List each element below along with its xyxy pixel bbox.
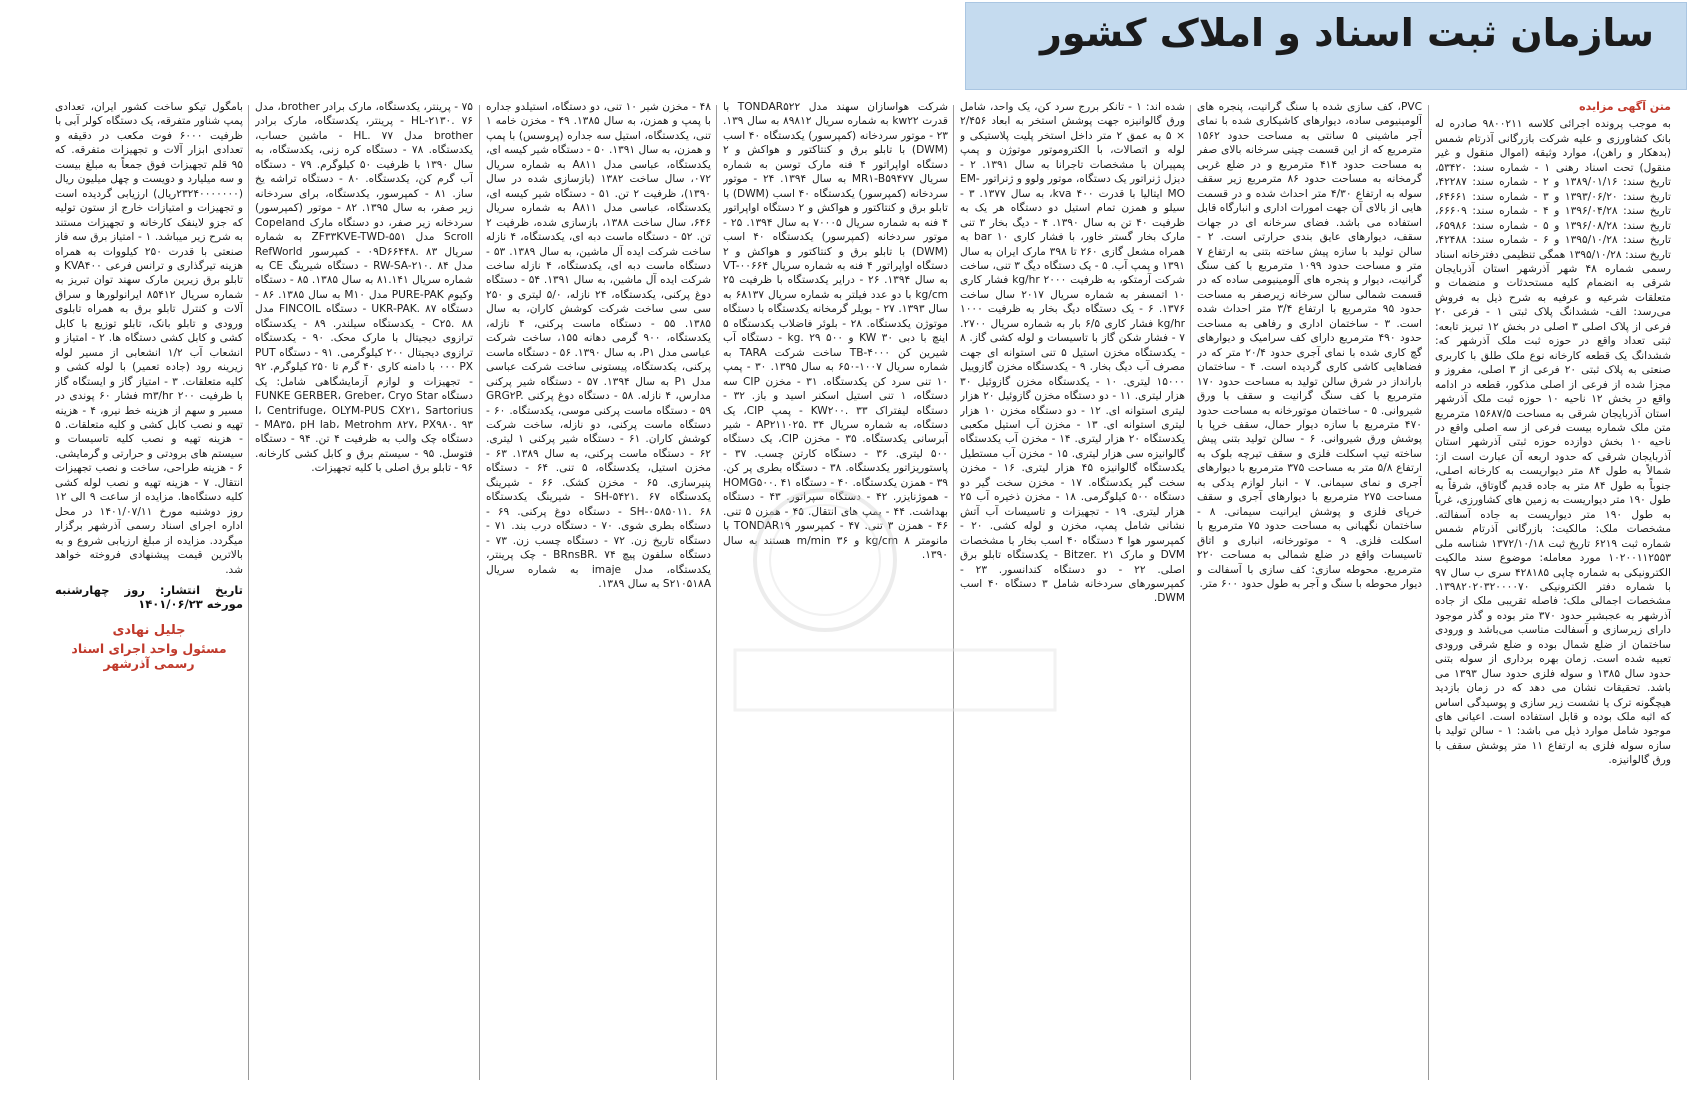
notice-paragraph: ۴۸ - مخزن شیر ۱۰ تنی، دو دستگاه، استیلدو جداره با پمپ و همزن، به سال ۱۳۸۵. ۴۹ - مخزن خامه ۱ تنی، یکدستگاه، استیل سه جداره (پروسس) با پمپ و همزن، به سال ۱۳۹۱. ۵۰ - دستگاه شیر کیسه ای، یکدستگاه، عباسی مدل A۸۱۱ به شماره سریال ۰۷۲، سال ساخت ۱۳۸۲ (بازسازی شده در سال ۱۳۹۰)، ظرفیت ۲ تن. ۵۱ - دستگاه شیر کیسه ای، یکدستگاه، عباسی مدل A۸۱۱ به شماره سریال ۶۴۶، سال ساخت ۱۳۸۸، بازسازی شده، ظرفیت ۲ تن. ۵۲ - دستگاه ماست دبه ای، یکدستگاه، ۴ نازله ساخت شرکت ایده آل ماشین، به سال ۱۳۸۹. ۵۳ - دستگاه ماست دبه ای، یکدستگاه، ۴ نازله ساخت شرکت ایده آل ماشین، به سال ۱۳۹۱. ۵۴ - دستگاه دوغ پرکنی، یکدستگاه، ۲۴ نازله، ۵/۰ لیتری و ۲۵۰ سی سی ساخت شرکت کوشش کاران، به سال ۱۳۸۵. ۵۵ - دستگاه ماست پرکنی، ۴ نازله، یکدستگاه، ۹۰۰ گرمی دهانه ۱۵۵، ساخت شرکت عباسی مدل P۱، به سال ۱۳۹۰. ۵۶ - دستگاه ماست پرکنی، یکدستگاه، پیستونی ساخت شرکت عباسی مدل P۱ به سال ۱۳۹۴. ۵۷ - دستگاه شیر پرکنی مدارس، ۴ نازله. ۵۸ - دستگاه دوغ پرکنی GRG۲P. ۵۹ - دستگاه ماست پرکنی موسی، یکدستگاه. ۶۰ - دستگاه ماست پرکنی، دو نازله، ساخت شرکت کوشش کاران. ۶۱ - دستگاه شیر پرکنی ۱ لیتری. ۶۲ - دستگاه ماست پرکنی، به سال ۱۳۸۹. ۶۳ - مخزن استیل، یکدستگاه، ۵ تنی. ۶۴ - دستگاه پنیرسازی. ۶۵ - مخزن کشک. ۶۶ - شیرینگ یکدستگاه SH-۵۴۲۱. ۶۷ - شیرینگ یکدستگاه SH-۰۵۸۵۰۱۱. ۶۸ - دستگاه دوغ پرکنی. ۶۹ - دستگاه بطری شوی. ۷۰ - دستگاه درب بند. ۷۱ - دستگاه تاریخ زن. ۷۲ - دستگاه چسب زن. ۷۳ - دستگاه سلفون پیچ BRnsBR. ۷۴ - چک پرینتر، یکدستگاه، مدل imaje به شماره سریال S۲۱۰۵۱۸A به سال ۱۳۸۹. bbox=[486, 101, 711, 590]
signature-name: جلیل نهادی bbox=[112, 622, 186, 638]
page-title: سازمان ثبت اسناد و املاک کشور bbox=[1040, 11, 1654, 55]
column-divider bbox=[1428, 105, 1429, 1080]
notice-body bbox=[55, 100, 1673, 1085]
column-divider bbox=[1190, 105, 1191, 1080]
publish-date: تاریخ انتشار: روز چهارشنبه مورخه ۱۴۰۱/۰۶/۲۳ bbox=[55, 582, 243, 612]
column-divider bbox=[479, 105, 480, 1080]
notice-paragraph: شرکت هواسازان سهند مدل TONDAR۵۲۲ با قدرت kw۲۲ به شماره سریال ۸۹۸۱۲ به سال ۱۳۹. ۲۳ - موتور سردخانه (کمپرسور) یکدستگاه ۴۰ اسب (DWM) با تابلو برق و کنتاکتور و هواکش و ۲ دستگاه اواپراتور ۴ فنه مارک توسن به شماره سریال MR۱-B۵۹۴۷۷ به سال ۱۳۹۴. ۲۴ - موتور سردخانه (کمپرسور) یکدستگاه ۴۰ اسب (DWM) با تابلو برق و کنتاکتور و هواکش و ۲ دستگاه اواپراتور ۴ فنه به شماره سریال ۷۰۰۰۵ به سال ۱۳۹۴. ۲۵ - موتور سردخانه (کمپرسور) یکدستگاه ۴۰ اسب (DWM) با تابلو برق و کنتاکتور و هواکش و ۲ دستگاه اواپراتور ۴ فنه به شماره سریال VT-۰۰۶۶۴ به سال ۱۳۹۴. ۲۶ - درایر یکدستگاه با ظرفیت ۲۵ kg/cm با دو عدد فیلتر به شماره سریال ۶۸۱۳۷ به سال ۱۳۹۳. ۲۷ - بویلر گرمخانه یکدستگاه با دستگاه موتوژن یکدستگاه. ۲۸ - بلوئر فاضلاب یکدستگاه ۵ اینچ با دبی ۳۰ KW و ۵۰۰ kg. ۲۹ - دستگاه آب شیرین کن TB-۴۰۰۰ ساخت شرکت TARA به شماره سریال ۱۰۰۷-۶۵۰ به سال ۱۳۹۵. ۳۰ - پمپ ۱۰ تنی سرد کن یکدستگاه. ۳۱ - مخزن CIP سه دستگاه، ۱ تنی استیل اسکنر اسید و باز. ۳۲ - دستگاه لیفتراک KW۲۰۰. ۳۳ - پمپ CIP، یک دستگاه، به شماره سریال AP۲۱۱۰۲۵. ۳۴ - شیر آبرسانی یکدستگاه. ۳۵ - مخزن CIP، یک دستگاه ۵۰۰ لیتری. ۳۶ - دستگاه کارتن چسب. ۳۷ - پاستوریزاتور یکدستگاه. ۳۸ - دستگاه بطری پر کن. ۳۹ - همزن یکدستگاه. ۴۰ - دستگاه HOMG۵۰۰. ۴۱ - هموژنایزر. ۴۲ - دستگاه سپراتور. ۴۳ - دستگاه بهداشت. ۴۴ - پمپ های انتقال. ۴۵ - همزن ۵ تنی. ۴۶ - همزن ۳ تنی. ۴۷ - کمپرسور TONDAR۱۹ با مانومتر kg/cm ۸ و m/min ۳۶ هستند به سال ۱۳۹۰. bbox=[723, 101, 948, 562]
watermark-seal bbox=[675, 470, 1115, 770]
notice-paragraph: ۷۵ - پرینتر، یکدستگاه، مارک برادر brother، مدل HL-۲۱۳۰. ۷۶ - پرینتر، یکدستگاه، مارک برادر brother مدل HL. ۷۷ - ماشین حساب، یکدستگاه. ۷۸ - دستگاه کره زنی، یکدستگاه، به سال ۱۳۹۰ با ظرفیت ۵۰ کیلوگرم. ۷۹ - دستگاه آب گرم کن، یکدستگاه. ۸۰ - دستگاه تراشه یخ ساز. ۸۱ - کمپرسور، یکدستگاه، برای سردخانه زیر صفر، به سال ۱۳۹۵. ۸۲ - موتور (کمپرسور) سردخانه زیر صفر، دو دستگاه مارک Copeland Scroll مدل ZF۳۳KVE-TWD-۵۵۱ به شماره سریال ۰۹D۶۶۴۴۸. ۸۳ - کمپرسور RefWorld مدل RW-SA-۲۱۰. ۸۴ - دستگاه شیرینگ CE به شماره سریال ۸۱.۱۴۱ به سال ۱۳۸۵. ۸۵ - دستگاه وکیوم PURE-PAK مدل M۱۰ به سال ۱۳۸۵. ۸۶ - دستگاه UKR-PAK. ۸۷ - دستگاه FINCOIL مدل C۲۵. ۸۸ - یکدستگاه سیلندر. ۸۹ - یکدستگاه ترازوی دیجیتال با مارک محک. ۹۰ - یکدستگاه ترازوی دیجیتال ۲۰۰ کیلوگرمی. ۹۱ - دستگاه PUT ۰۰۰ PX با دامنه کاری ۴۰ گرم تا ۲۵۰ کیلوگرم. ۹۲ - تجهیزات و لوازم آزمایشگاهی شامل: یک دستگاه FUNKE GERBER، Greber، Cryo Star I، Centrifuge، OLYM-PUS CX۲۱، Sartorius MA۳۵، pH lab، Metrohm ۸۲۷، PX۹۸۰. ۹۳ - دستگاه چک والب به ظرفیت ۴ تن. ۹۴ - دستگاه فتوسل. ۹۵ - سیستم برق و کابل کشی کارخانه. ۹۶ - تابلو برق اصلی با کلیه تجهیزات. bbox=[255, 101, 473, 475]
notice-paragraph: بامگول تیکو ساخت کشور ایران، تعدادی پمپ شناور متفرقه، یک دستگاه کولر آبی با ظرفیت ۶۰۰۰ فوت مکعب در دقیقه و تعدادی ابزار آلات و تجهیزات متفرقه. که ۹۵ قلم تجهیزات فوق جمعاً به مبلغ بیست و سه میلیارد و دویست و چهل میلیون ریال (۲۳۲۴۰۰۰۰۰۰۰ریال) ارزیابی گردیده است و تجهیزات و امتیازات خارج از ستون تولیه که جزو لاینفک کارخانه و تجهیزات مستند به شرح زیر میباشد. ۱ - امتیاز برق سه فاز صنعتی با قدرت ۲۵۰ کیلووات به همراه هزینه تیرگذاری و ترانس فرعی KVA۴۰۰ و تابلو برق زیرین مارک سهند توان تبریز به شماره سریال ۸۵۴۱۲ ایرانولورها و سراق آلات و کنترل تابلو برق به همراه تابلوی ورودی و تابلو بانک، تابلو توزیع با کابل کشی و کابل کشی دستگاه ها. ۲ - امتیاز و انشعاب آب ۱/۲ انشعابی از مسیر لوله زیرینه رود (جاده تعمیر) با لوله کشی و کلیه متعلقات. ۳ - امتیاز گاز و ایستگاه گاز با ظرفیت m۳/hr ۲۰۰ فشار ۶۰ پوندی در مسیر و سهم از هزینه خط نیرو، ۴ - هزینه تهیه و نصب کابل کشی و کلیه متعلقات. ۵ - هزینه تهیه و نصب کلیه تاسیسات و سیستم های برودتی و حرارتی و گرمایشی. ۶ - هزینه طراحی، ساخت و نصب تجهیزات انتقال. ۷ - هزینه تهیه و نصب لوله کشی کلیه دستگاه‌ها. مزایده از ساعت ۹ الی ۱۲ روز دوشنبه مورخ ۱۴۰۱/۰۷/۱۱ در محل اداره اجرای اسناد رسمی آذرشهر برگزار میگردد. مزایده از مبلغ ارزیابی شروع و به بالاترین قیمت پیشنهادی فروخته خواهد شد. bbox=[55, 101, 243, 576]
notice-column-7 bbox=[55, 100, 243, 1085]
notice-paragraph: شده اند: ۱ - تانکر بررج سرد کن، یک واحد، شامل ورق گالوانیزه جهت پوشش استخر به ابعاد ۲/۴۵۶ × ۵ به عمق ۲ متر داخل استخر پلیت پلاستیکی و لوله و اتصالات، با الکتروموتور موتوژن و پمپ پمپیران با مشخصات تاجرانا به سال ۱۳۹۱. ۲ - دیزل ژنراتور یک دستگاه، موتور ولوو و ژنراتور EM-MO ایتالیا با قدرت ۴۰۰ kva، به سال ۱۳۷۷. ۳ - سیلو و همزن تمام استیل دو دستگاه هر یک به ظرفیت ۴۰ تن به سال ۱۳۹۰. ۴ - دیگ بخار ۳ تنی مارک بخار گستر خاور، با فشار کاری ۱۰ bar به همراه مشعل گازی ۲۶۰ تا ۳۹۸ مارک ایران به سال ۱۳۹۱ و پمپ آب. ۵ - یک دستگاه دیگ ۳ تنی، ساخت شرکت آرمتکو، به ظرفیت ۲۰۰۰ kg/hr فشار کاری ۱۰ اتمسفر به شماره سریال ۲۰۱۷ سال ساخت ۱۳۷۶. ۶ - یک دستگاه دیگ بخار به ظرفیت ۱۰۰۰ kg/hr فشار کاری ۶/۵ بار به شماره سریال ۲۷۰۰. ۷ - فشار شکن گاز با تاسیسات و لوله کشی گاز. ۸ - یکدستگاه مخزن استیل ۵ تنی استوانه ای جهت مصرف آب دیگ بخار. ۹ - یکدستگاه مخزن گازوییل ۱۵۰۰۰ لیتری. ۱۰ - یکدستگاه مخزن گازوئیل ۳۰ هزار لیتری. ۱۱ - دو دستگاه مخزن گازوئیل ۲۰ هزار لیتری استوانه ای. ۱۲ - دو دستگاه مخزن ۱۰ هزار لیتری استوانه ای. ۱۳ - مخزن آب استیل مکعبی یکدستگاه ۲۰ هزار لیتری. ۱۴ - مخزن آب یکدستگاه گالوانیزه سی هزار لیتری. ۱۵ - مخزن آب مستطیل یکدستگاه گالوانیزه ۴۵ هزار لیتری. ۱۶ - مخزن سخت گیر یکدستگاه. ۱۷ - مخزن سخت گیر دو دستگاه ۵۰۰ کیلوگرمی. ۱۸ - مخزن ذخیره آب ۲۵ هزار لیتری. ۱۹ - تجهیزات و تاسیسات آب آتش نشانی شامل پمپ، مخزن و لوله کشی. ۲۰ - کمپرسور هوا ۴ دستگاه ۴۰ اسب بخار با مشخصات DVM و مارک Bitzer. ۲۱ - یکدستگاه تابلو برق اصلی. ۲۲ - دو دستگاه کندانسور. ۲۳ - کمپرسورهای سردخانه شامل ۳ دستگاه ۴۰ اسب DWM. bbox=[960, 101, 1185, 605]
notice-column-1 bbox=[1435, 100, 1671, 1085]
notice-paragraph: به موجب پرونده اجرائی کلاسه ۹۸۰۰۲۱۱ صادره له بانک کشاورزی و علیه شرکت بازرگانی آذرتام شمس (بدهکار و راهن)، موارد وثیقه (اموال منقول و غیر منقول) تحت اسناد رهنی ۱ - شماره سند: ۵۳۴۲۰، تاریخ سند: ۱۳۸۹/۰۱/۱۶ و ۲ - شماره سند: ۴۲۲۸۷، تاریخ سند: ۱۳۹۳/۰۶/۲۰ و ۳ - شماره سند: ۶۴۶۶۱، تاریخ سند: ۱۳۹۶/۰۴/۲۸ و ۴ - شماره سند: ۶۶۶۰۹، تاریخ سند: ۱۳۹۶/۰۸/۲۸ و ۵ - شماره سند: ۶۵۹۸۶، تاریخ سند: ۱۳۹۵/۱۰/۲۸ و ۶ - شماره سند: ۴۲۴۸۸، تاریخ سند: ۱۳۹۵/۱۰/۲۸ همگی تنظیمی دفترخانه اسناد رسمی شماره ۴۸ شهر آذرشهر استان آذربایجان شرقی به انضمام کلیه مستحدثات و منضمات و متعلقات شرعیه و عرفیه به شرح ذیل به فروش می‌رسد: الف- ششدانگ پلاک ثبتی ۱ - فرعی ۲۰ فرعی از پلاک اصلی ۳ اصلی در بخش ۱۲ تبریز تابعه: ثبتی تعداد واقع در حوزه ثبت ملک آذرشهر که: ششدانگ یک قطعه کارخانه نوع ملک طلق با کاربری صنعتی به پلاک ثبتی ۲۰ فرعی از ۳ اصلی، مفروز و مجزا شده از فرعی از اصلی مذکور، قطعه در ادامه واقع در بخش ۱۲ ناحیه ۱۰ حوزه ثبت ملک آذرشهر استان آذربایجان شرقی به مساحت ۱۵۶۸۷/۵ مترمربع متن ملک شماره بیست فرعی از سه اصلی واقع در ناحیه ۱۰ بخش دوازده حوزه ثبتی آذرشهر استان آذربایجان شرقی که حدود اربعه آن عبارت است از: شمالاً به طول ۸۴ متر دیواریست به کارخانه اصلی، جنوباً به طول ۸۴ متر به جاده قدیم گاوتاق، شرقاً به طول ۱۹۰ متر دیواریست به زمین های کشاورزی، غرباً به طول ۱۹۰ متر دیواریست به جاده آسفالته. مشخصات ملک: مالکیت: بازرگانی آذرتام شمس شماره ثبت ۶۲۱۹ تاریخ ثبت ۱۳۷۲/۱۰/۱۸ شناسه ملی ۱۰۲۰۰۱۱۲۵۵۳ مورد معامله: موضوع سند مالکیت الکترونیکی به شماره چاپی ۴۲۸۱۸۵ سری ب سال ۹۷ با شماره دفتر الکترونیکی ۱۳۹۸۲۰۲۰۳۲۰۰۰۰۷۰. مشخصات اجمالی ملک: فاصله تقریبی ملک از جاده آذرشهر به عجبشیر حدود ۳۷۰ متر بوده و گذر موجود دارای زیرسازی و آسفالت مناسب می‌باشد و ورودی ساختمان از ضلع شمال بوده و ضلع شرقی ورودی تعبیه شده است. زمان بهره برداری از سوله بتنی حدود سال ۱۳۸۵ و سوله فلزی حدود سال ۱۳۹۳ می باشد. تحقیقات نشان می دهد که در زمان بازدید هیچگونه ترک یا نشست زیر سازی و پوسیدگی اساس که اثبه ملک بوده و قابل استفاده است. اعیانی های موجود شامل موارد ذیل می باشد: ۱ - سالن تولید با سازه سوله فلزی به ارتفاع ۱۱ متر پوشش سقف با ورق گالوانیزه. bbox=[1435, 118, 1671, 767]
column-divider bbox=[248, 105, 249, 1080]
header-banner bbox=[965, 2, 1687, 90]
notice-section-title: متن آگهی مزایده bbox=[1579, 100, 1671, 113]
notice-column-2 bbox=[1197, 100, 1422, 1085]
notice-paragraph: PVC، کف سازی شده با سنگ گرانیت، پنجره های آلومینیومی ساده، دیوارهای کاشیکاری شده با نمای آجر ماشینی ۵ سانتی به مساحت حدود ۱۵۶۲ مترمربع که از این قسمت چینی سرخانه بالای صفر به مساحت حدود ۴۱۴ مترمربع و در ضلع غربی گرمخانه به مساحت حدود ۸۶ مترمربع زیر سقف سوله به ارتفاع ۴/۳۰ متر احداث شده و در قسمت هایی از بالای آن جهت امورات اداری و انبارگاه قابل استفاده می باشد. فضای سرخانه ای در جهات سقف، دیوارهای عایق بندی حرارتی است. ۲ - سالن تولید با سازه پیش ساخته بتنی به ارتفاع ۷ متر و مساحت حدود ۱۰۹۹ مترمربع با کف سنگ گرانیت، دیوار و پنجره های آلومینیومی ساده که در قسمت شمالی سالن سرخانه زیرصفر به مساحت حدود ۹۵ مترمربع با ارتفاع ۳/۴ متر احداث شده است. ۳ - ساختمان اداری و رفاهی به مساحت حدود ۴۹۰ مترمربع دارای کف سرامیک و دیوارهای گچ کاری شده با نمای آجری حدود ۲۰/۴ متر که در فضاهایی کاشی کاری گردیده است. ۴ - ساختمان بارانداز در شرق سالن تولید به مساحت حدود ۱۷۰ مترمربع با کف سنگ گرانیت و سقف با ورق شیروانی. ۵ - ساختمان موتورخانه به مساحت حدود ۴۷۰ مترمربع با سازه دیوار حمال، سقف خرپا با پوشش ورق شیروانی. ۶ - سالن تولید بتنی پیش ساخته تیپ اسکلت فلزی و سقف تیرچه بلوک به ارتفاع ۵/۸ متر به مساحت ۳۷۵ مترمربع با دیوارهای آجری و نمای سیمانی. ۷ - انبار لوازم یدکی به مساحت ۲۷۵ مترمربع با دیوارهای آجری و سقف خرپای فلزی و پوشش ایرانیت سیمانی. ۸ - ساختمان نگهبانی به مساحت حدود ۷۵ مترمربع با اسکلت فلزی. ۹ - موتورخانه، انباری و اتاق تاسیسات واقع در ضلع شمالی به مساحت ۲۲۰ مترمربع. محوطه سازی: کف سازی با آسفالت و دیوار محوطه با سنگ و آجر به طول حدود ۶۰۰ متر. bbox=[1197, 101, 1422, 590]
notice-column-6 bbox=[255, 100, 473, 1085]
signature-role: مسئول واحد اجرای اسناد رسمی آذرشهر bbox=[71, 641, 227, 671]
